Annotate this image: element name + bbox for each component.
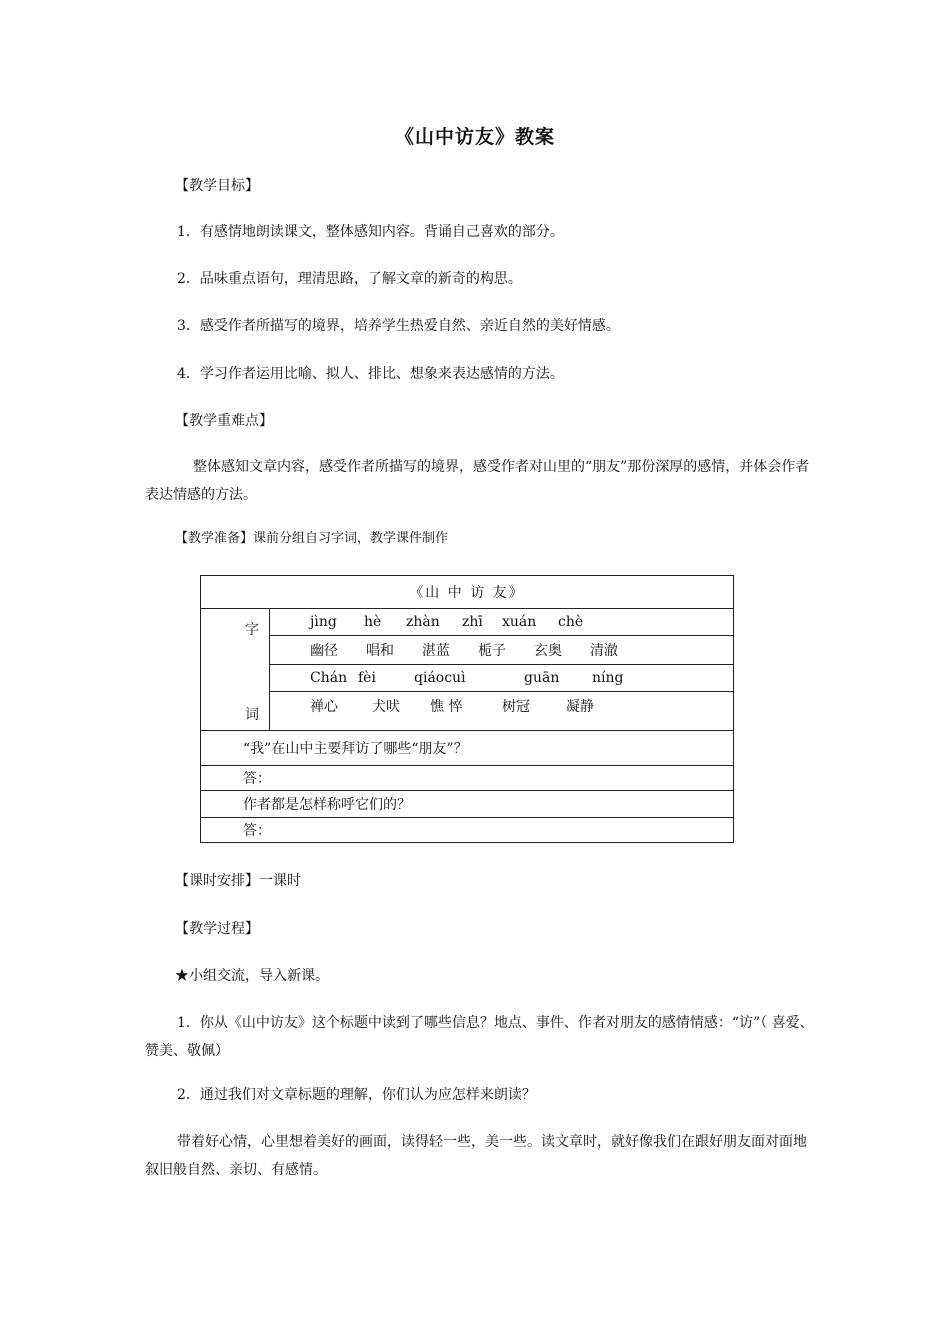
pinyin-item: zhàn (406, 614, 440, 630)
question-2: 作者都是怎样称呼它们的？ (201, 791, 734, 818)
process-paragraph-3: 带着好心情，心里想着美好的画面，读得轻一些，美一些。读文章时，就好像我们在跟好朋友面对面地叙旧般自然、亲切、有感情。 (145, 1134, 807, 1178)
words-row-1 (270, 636, 734, 665)
goal-item-1: 1．有感情地朗读课文，整体感知内容。背诵自己喜欢的部分。 (177, 224, 564, 240)
word-item: 清澈 (590, 643, 618, 659)
schedule-line: 【课时安排】一课时 (175, 873, 301, 889)
answer-1: 答： (201, 766, 734, 791)
process-paragraph-2: 2．通过我们对文章标题的理解，你们认为应怎样来朗读？ (177, 1087, 536, 1103)
word-item: 树冠 (502, 699, 530, 715)
pinyin-item: zhī (462, 614, 483, 630)
word-item: 禅心 (310, 699, 338, 715)
vocabulary-table (200, 575, 734, 843)
pinyin-row-1 (270, 609, 734, 636)
answer-2: 答： (201, 818, 734, 843)
zi-ci-label-cell (201, 609, 270, 731)
pinyin-row-2 (270, 665, 734, 692)
words-row-2 (270, 692, 734, 731)
pinyin-item: Chán (310, 670, 348, 686)
pinyin-item: níng (592, 670, 624, 686)
key-points-text: 整体感知文章内容，感受作者所描写的境界，感受作者对山里的“朋友”那份深厚的感情，并体会作者表达情感的方法。 (145, 459, 810, 503)
word-item: 凝静 (566, 699, 594, 715)
pinyin-item: xuán (502, 614, 537, 630)
zi-label: 字 (245, 622, 259, 638)
word-item: 憔 悴 (430, 699, 463, 715)
document-title: 《山中访友》教案 (394, 126, 555, 148)
word-item: 玄奥 (534, 643, 562, 659)
pinyin-item: hè (364, 614, 382, 630)
pinyin-item: qiáocuì (414, 670, 466, 686)
pinyin-item: jìng (310, 614, 337, 630)
pinyin-item: guān (524, 670, 560, 686)
goal-item-4: 4．学习作者运用比喻、拟人、排比、想象来表达感情的方法。 (177, 366, 564, 382)
goals-heading: 【教学目标】 (175, 178, 259, 194)
preparation-line: 【教学准备】课前分组自习字词，教学课件制作 (175, 531, 449, 546)
goal-item-3: 3．感受作者所描写的境界，培养学生热爱自然、亲近自然的美好情感。 (177, 318, 620, 334)
pinyin-item: chè (558, 614, 584, 630)
word-item: 栀子 (478, 643, 506, 659)
ci-label: 词 (245, 707, 259, 723)
table-caption: 《山 中 访 友》 (201, 576, 734, 609)
process-heading: 【教学过程】 (175, 921, 259, 937)
word-item: 唱和 (366, 643, 394, 659)
process-paragraph-1: 1．你从《山中访友》这个标题中读到了哪些信息？地点、事件、作者对朋友的感情情感：“访”（ 喜爱、赞美、敬佩） (145, 1015, 814, 1059)
word-item: 幽径 (310, 643, 338, 659)
key-points-heading: 【教学重难点】 (175, 413, 273, 429)
word-item: 犬吠 (372, 699, 400, 715)
question-1: “我”在山中主要拜访了哪些“朋友”？ (201, 731, 734, 766)
pinyin-item: fèi (358, 670, 376, 686)
word-item: 湛蓝 (422, 643, 450, 659)
goal-item-2: 2．品味重点语句，理清思路，了解文章的新奇的构思。 (177, 271, 522, 287)
star-item: ★小组交流，导入新课。 (175, 968, 329, 984)
